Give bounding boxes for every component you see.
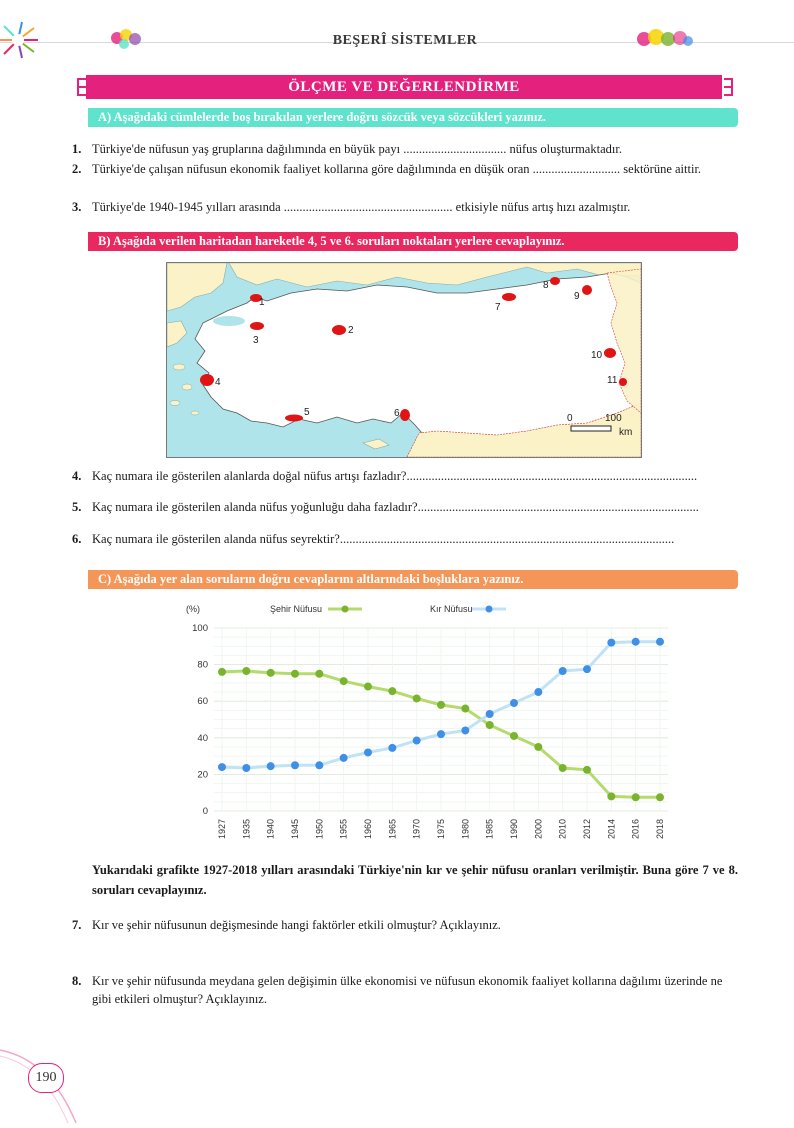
data-point [291,761,299,769]
x-tick-label: 2012 [582,818,592,839]
turkey-map [166,262,642,458]
y-tick-label: 20 [197,769,208,781]
question-text: Kır ve şehir nüfusunun değişmesinde hangi faktörler etkili olmuştur? Açıklayınız. [92,918,501,932]
x-tick-label: 1945 [290,818,300,839]
data-point [486,710,494,718]
data-point [242,667,250,675]
x-tick-label: 1980 [460,818,471,839]
svg-text:5: 5 [304,407,310,418]
data-point [437,730,445,738]
data-point [510,732,518,740]
legend-marker [342,606,349,613]
question-number: 2. [72,162,82,176]
legend-label: Şehir Nüfusu [270,604,323,614]
data-point [583,766,591,774]
question-4 [72,467,742,485]
data-point [559,667,567,675]
x-tick-label: 1955 [338,818,349,839]
question-text: Türkiye'de nüfusun yaş gruplarına dağılımında en büyük payı ................................. nüfus oluşturmaktadır. [92,142,622,156]
x-tick-label: 2010 [557,818,568,839]
y-tick-label: 100 [192,623,208,634]
data-point [315,670,323,678]
y-axis-unit-label: (%) [186,604,200,614]
legend-marker [486,606,493,613]
data-point [486,721,494,729]
question-6 [72,530,742,548]
x-tick-label: 2014 [606,818,617,839]
publisher-logo-icon [0,18,40,67]
section-b-title: B) Aşağıda verilen haritadan hareketle 4, 5 ve 6. soruları noktaları yerlere cevaplayınız. [88,232,738,251]
data-point [534,743,542,751]
question-text: Türkiye'de çalışan nüfusun ekonomik faaliyet kollarına göre dağılımında en düşük oran ............................ sektörüne aittir. [92,162,702,176]
svg-text:8: 8 [543,280,549,291]
data-point [315,761,323,769]
svg-text:0: 0 [567,413,573,424]
data-point [559,764,567,772]
svg-text:7: 7 [495,302,501,313]
data-point [461,705,469,713]
svg-text:1: 1 [259,297,265,308]
x-tick-label: 1940 [265,818,276,839]
data-point [218,668,226,676]
section-a-title: A) Aşağıdaki cümlelerde boş bırakılan yerlere doğru sözcük veya sözcükleri yazınız. [88,108,738,127]
x-tick-label: 1935 [241,818,252,839]
y-tick-label: 60 [197,696,208,708]
data-point [388,687,396,695]
question-text: Kır ve şehir nüfusunda meydana gelen değişimin ülke ekonomisi ve nüfusun ekonomik faaliyet kollarına dağılımı üzerinde ne gibi etkileri olmuştur? Açıklayınız. [92,974,723,1006]
question-number: 4. [72,469,82,483]
legend-label: Kır Nüfusu [430,604,473,614]
data-point [388,744,396,752]
data-point [583,665,591,673]
question-number: 6. [72,532,82,546]
question-1 [72,140,742,158]
balloons-decoration-icon [110,26,142,57]
question-number: 1. [72,142,82,156]
x-tick-label: 2000 [533,818,544,839]
data-point [267,762,275,770]
question-7 [72,916,742,934]
question-5 [72,498,742,516]
svg-text:km: km [619,427,633,438]
data-point [364,748,372,756]
data-point [413,737,421,745]
data-point [267,669,275,677]
data-point [340,677,348,685]
svg-text:9: 9 [574,291,580,302]
data-point [218,763,226,771]
svg-text:100: 100 [605,413,622,424]
data-point [437,701,445,709]
svg-text:10: 10 [591,350,603,361]
x-tick-label: 1960 [363,818,373,839]
x-tick-label: 2018 [655,818,665,839]
data-point [461,726,469,734]
banner-right-ornament-icon [722,77,736,102]
balloons-decoration-icon [636,26,694,57]
svg-text:3: 3 [253,335,259,346]
question-text: Türkiye'de 1940-1945 yılları arasında ...................................................... etkisiyle nüfus artış hızı azalmıştır. [92,200,631,214]
x-tick-label: 2016 [630,818,641,839]
question-text: Kaç numara ile gösterilen alanda nüfus yoğunluğu daha fazladır?.......................................................................................... [92,500,699,514]
y-tick-label: 0 [202,806,208,817]
x-tick-label: 1965 [387,818,398,839]
question-number: 8. [72,974,82,988]
question-8 [72,972,742,1008]
x-tick-label: 1927 [217,818,227,839]
section-banner-title: ÖLÇME VE DEĞERLENDİRME [86,75,722,99]
data-point [656,638,664,646]
page-number: 190 [28,1063,64,1093]
data-point [413,694,421,702]
data-point [607,792,615,800]
data-point [364,683,372,691]
chart-summary-text: Yukarıdaki grafikte 1927-2018 yılları arasındaki Türkiye'nin kır ve şehir nüfusu oranları verilmiştir. Buna göre 7 ve 8. soruları cevaplayınız. [92,863,738,897]
question-text: Kaç numara ile gösterilen alanda nüfus seyrektir?........................................................................................................... [92,532,675,546]
x-tick-label: 1990 [509,818,519,839]
page-header-title: BEŞERÎ SİSTEMLER [332,33,478,48]
section-c-title: C) Aşağıda yer alan soruların doğru cevaplarını altlarındaki boşluklara yazınız. [88,570,738,589]
data-point [534,688,542,696]
data-point [632,638,640,646]
question-text: Kaç numara ile gösterilen alanlarda doğal nüfus artışı fazladır?............................................................................................. [92,469,698,483]
svg-text:2: 2 [348,325,354,336]
population-line-chart [180,598,680,843]
question-2 [72,160,742,196]
svg-text:11: 11 [607,375,618,386]
data-point [632,793,640,801]
question-number: 7. [72,918,82,932]
question-number: 5. [72,500,82,514]
x-tick-label: 1950 [314,818,325,839]
data-point [242,764,250,772]
svg-text:6: 6 [394,408,400,419]
x-tick-label: 1970 [411,818,422,839]
question-3 [72,198,742,216]
data-point [510,699,518,707]
question-number: 3. [72,200,82,214]
data-point [656,793,664,801]
y-tick-label: 80 [197,659,208,671]
data-point [340,754,348,762]
x-tick-label: 1985 [484,818,495,839]
data-point [291,670,299,678]
y-tick-label: 40 [197,732,208,744]
x-tick-label: 1975 [436,818,446,839]
svg-text:4: 4 [215,377,221,388]
data-point [607,639,615,647]
